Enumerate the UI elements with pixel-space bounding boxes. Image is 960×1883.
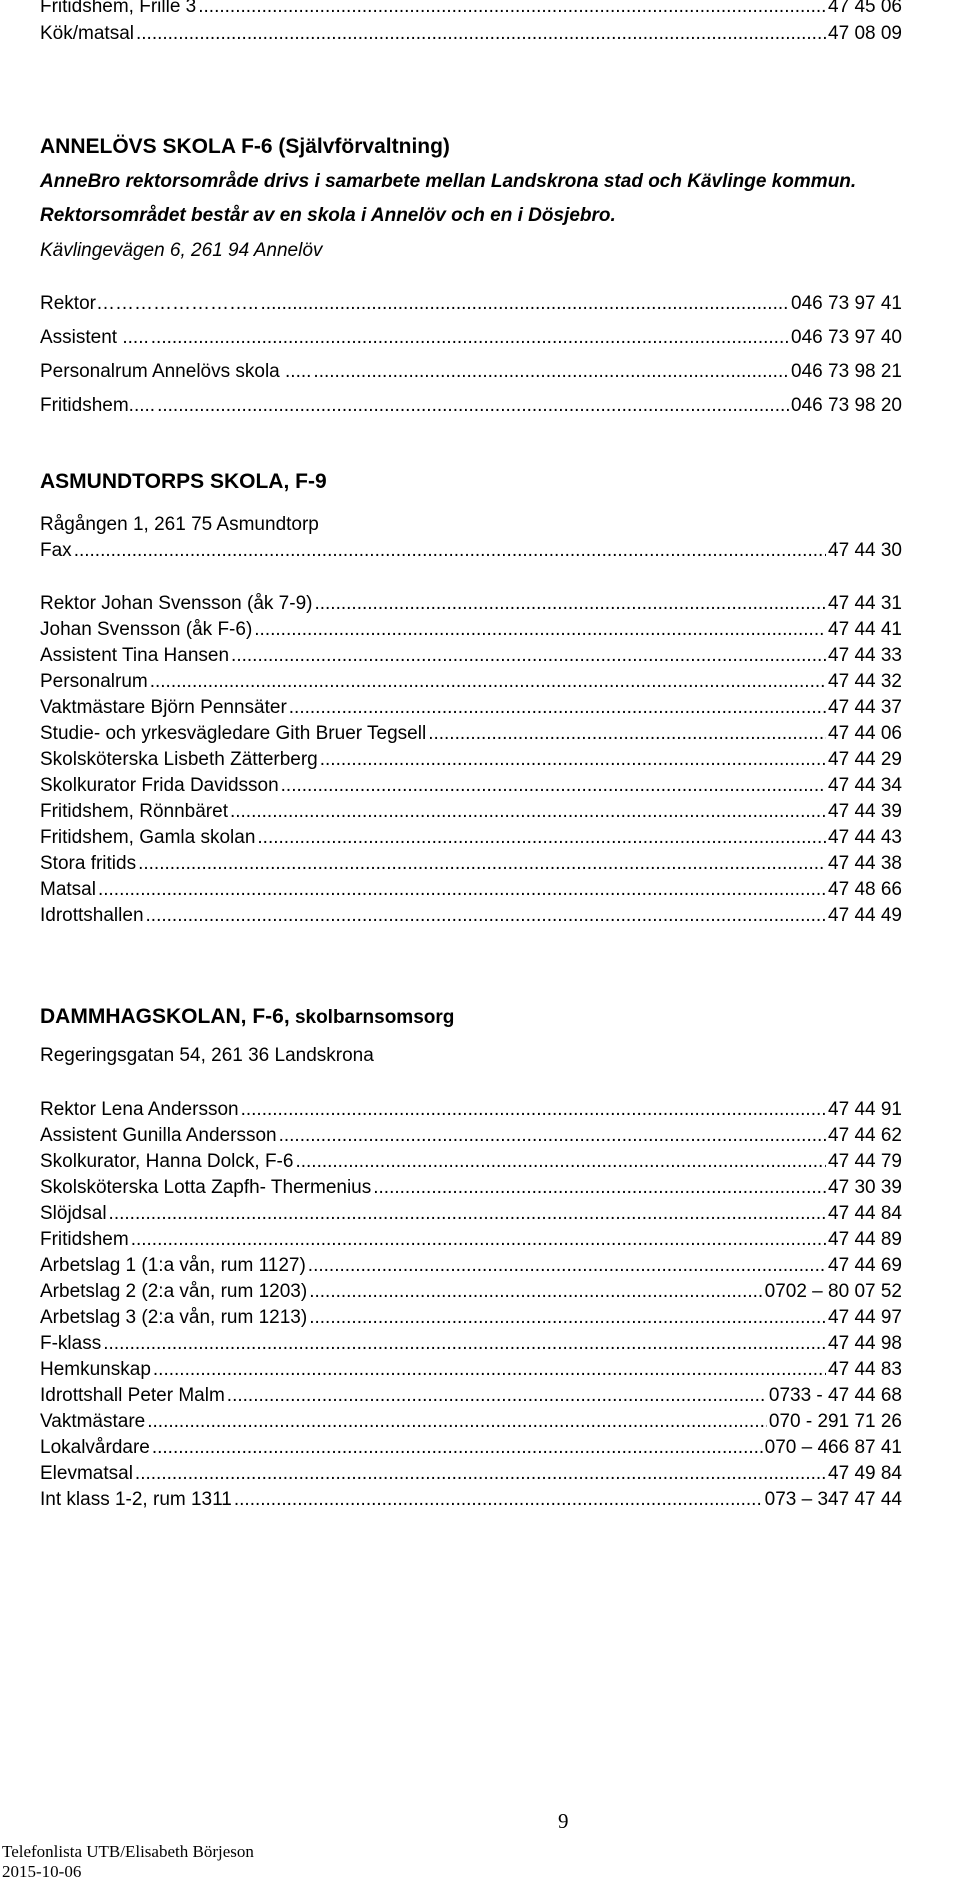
dot-leader	[254, 619, 826, 641]
entry-label: Hemkunskap	[40, 1359, 151, 1380]
list-item	[40, 1281, 902, 1303]
dot-leader	[98, 879, 826, 901]
list-item	[40, 327, 902, 349]
dot-leader	[151, 327, 789, 349]
dot-leader	[289, 697, 826, 719]
dot-leader	[227, 1385, 767, 1407]
entry-number: 47 44 38	[828, 853, 902, 874]
dot-leader	[147, 1411, 767, 1433]
entry-number: 046 73 97 40	[791, 327, 902, 348]
list-item	[40, 1255, 902, 1277]
list-item	[40, 1307, 902, 1329]
entry-label: Idrottshallen	[40, 905, 144, 926]
entry-number: 47 44 62	[828, 1125, 902, 1146]
list-item	[40, 879, 902, 901]
entry-number: 47 44 49	[828, 905, 902, 926]
entry-number: 47 44 98	[828, 1333, 902, 1354]
section-address: Kävlingevägen 6, 261 94 Annelöv	[40, 240, 323, 261]
entry-number: 47 44 83	[828, 1359, 902, 1380]
list-item	[40, 671, 902, 693]
dot-leader	[257, 827, 826, 849]
dot-leader	[74, 540, 826, 562]
list-item	[40, 293, 902, 315]
list-item	[40, 827, 902, 849]
section-address: Rågången 1, 261 75 Asmundtorp	[40, 514, 319, 535]
list-item	[40, 645, 902, 667]
entry-number: 046 73 97 41	[791, 293, 902, 314]
dot-leader	[313, 361, 789, 383]
entry-number: 47 44 37	[828, 697, 902, 718]
entry-label: Assistent Gunilla Andersson	[40, 1125, 277, 1146]
entry-label: Vaktmästare Björn Pennsäter	[40, 697, 287, 718]
entry-label: Fax	[40, 540, 72, 561]
entry-number: 47 44 06	[828, 723, 902, 744]
entry-number: 47 44 34	[828, 775, 902, 796]
entry-label: Personalrum Annelövs skola .....	[40, 361, 312, 382]
dot-leader	[153, 1359, 826, 1381]
dot-leader	[103, 1333, 826, 1355]
entry-label: Vaktmästare	[40, 1411, 146, 1432]
entry-number: 47 44 32	[828, 671, 902, 692]
entry-label: Skolkurator, Hanna Dolck, F-6	[40, 1151, 294, 1172]
section-note: Rektorsområdet består av en skola i Annelöv och en i Dösjebro.	[40, 205, 616, 226]
list-item	[40, 540, 902, 562]
section-title-asmundtorp: ASMUNDTORPS SKOLA, F-9	[40, 470, 327, 493]
dot-leader	[230, 801, 826, 823]
entry-number: 47 44 91	[828, 1099, 902, 1120]
dot-leader	[136, 23, 826, 45]
dot-leader	[428, 723, 826, 745]
entry-label: Skolsköterska Lotta Zapfh- Thermenius	[40, 1177, 372, 1198]
dot-leader	[308, 1255, 826, 1277]
entry-number: 47 44 29	[828, 749, 902, 770]
entry-label: Int klass 1-2, rum 1311	[40, 1489, 232, 1510]
section-title-dammhag	[40, 1006, 454, 1029]
dot-leader	[320, 749, 826, 771]
entry-label: Kök/matsal	[40, 23, 134, 44]
entry-number: 47 49 84	[828, 1463, 902, 1484]
entry-label: Elevmatsal	[40, 1463, 133, 1484]
list-item	[40, 1151, 902, 1173]
dot-leader	[131, 1229, 826, 1251]
dot-leader	[314, 593, 826, 615]
list-item	[40, 23, 902, 45]
dot-leader	[109, 1203, 826, 1225]
dot-leader	[261, 293, 790, 315]
entry-number: 47 44 84	[828, 1203, 902, 1224]
entry-number: 47 48 66	[828, 879, 902, 900]
entry-number: 070 - 291 71 26	[768, 1411, 902, 1432]
entry-label: Skolsköterska Lisbeth Zätterberg	[40, 749, 318, 770]
entry-number: 47 45 06	[828, 0, 902, 17]
entry-number: 046 73 98 21	[791, 361, 902, 382]
dot-leader	[373, 1177, 826, 1199]
entry-label: Rektor Lena Andersson	[40, 1099, 239, 1120]
dot-leader	[138, 853, 826, 875]
entry-label: Matsal	[40, 879, 96, 900]
dot-leader	[234, 1489, 763, 1511]
entry-label: Lokalvårdare	[40, 1437, 150, 1458]
dot-leader	[309, 1307, 826, 1329]
entry-label: Rektor……………………..	[40, 293, 259, 314]
dot-leader	[281, 775, 826, 797]
list-item	[40, 1333, 902, 1355]
list-item	[40, 1125, 902, 1147]
list-item	[40, 749, 902, 771]
list-item	[40, 697, 902, 719]
dot-leader	[279, 1125, 826, 1147]
entry-label: Arbetslag 3 (2:a vån, rum 1213)	[40, 1307, 308, 1328]
entry-number: 47 44 33	[828, 645, 902, 666]
entry-number: 47 30 39	[828, 1177, 902, 1198]
entry-label: Fritidshem.....	[40, 395, 156, 416]
entry-label: Fritidshem	[40, 1229, 129, 1250]
entry-number: 0733 - 47 44 68	[768, 1385, 902, 1406]
dot-leader	[309, 1281, 762, 1303]
list-item	[40, 775, 902, 797]
dot-leader	[152, 1437, 763, 1459]
list-item	[40, 1203, 902, 1225]
entry-label: Arbetslag 2 (2:a vån, rum 1203)	[40, 1281, 308, 1302]
entry-number: 47 44 89	[828, 1229, 902, 1250]
entry-number: 47 08 09	[828, 23, 902, 44]
entry-label: Skolkurator Frida Davidsson	[40, 775, 279, 796]
entry-number: 47 44 41	[828, 619, 902, 640]
footer-author: Telefonlista UTB/Elisabeth Börjeson	[2, 1842, 254, 1861]
list-item	[40, 593, 902, 615]
entry-label: Personalrum	[40, 671, 148, 692]
entry-label: Stora fritids	[40, 853, 137, 874]
footer-date: 2015-10-06	[2, 1862, 82, 1881]
list-item	[40, 1177, 902, 1199]
dot-leader	[146, 905, 827, 927]
section-title-annelov: ANNELÖVS SKOLA F-6 (Självförvaltning)	[40, 135, 450, 158]
list-item	[40, 395, 902, 417]
dot-leader	[135, 1463, 826, 1485]
list-item	[40, 0, 902, 18]
list-item	[40, 1099, 902, 1121]
entry-number: 47 44 39	[828, 801, 902, 822]
entry-number: 073 – 347 47 44	[764, 1489, 902, 1510]
dot-leader	[295, 1151, 826, 1173]
list-item	[40, 905, 902, 927]
entry-label: Slöjdsal	[40, 1203, 107, 1224]
page-number: 9	[558, 1809, 569, 1833]
list-item	[40, 801, 902, 823]
dot-leader	[198, 0, 826, 18]
entry-label: Rektor Johan Svensson (åk 7-9)	[40, 593, 313, 614]
entry-number: 0702 – 80 07 52	[764, 1281, 902, 1302]
entry-number: 47 44 97	[828, 1307, 902, 1328]
list-item	[40, 1385, 902, 1407]
entry-label: Arbetslag 1 (1:a vån, rum 1127)	[40, 1255, 306, 1276]
entry-label: Johan Svensson (åk F-6)	[40, 619, 253, 640]
list-item	[40, 853, 902, 875]
list-item	[40, 361, 902, 383]
entry-label: Fritidshem, Rönnbäret	[40, 801, 228, 822]
section-title-main: DAMMHAGSKOLAN, F-6,	[40, 1005, 290, 1028]
list-item	[40, 723, 902, 745]
list-item	[40, 1359, 902, 1381]
entry-label: F-klass	[40, 1333, 102, 1354]
entry-label: Studie- och yrkesvägledare Gith Bruer Tegsell	[40, 723, 427, 744]
entry-number: 47 44 31	[828, 593, 902, 614]
entry-label: Assistent Tina Hansen	[40, 645, 230, 666]
entry-label: Idrottshall Peter Malm	[40, 1385, 225, 1406]
dot-leader	[157, 395, 789, 417]
list-item	[40, 1463, 902, 1485]
dot-leader	[241, 1099, 826, 1121]
list-item	[40, 1411, 902, 1433]
list-item	[40, 619, 902, 641]
entry-number: 046 73 98 20	[791, 395, 902, 416]
list-item	[40, 1229, 902, 1251]
entry-number: 070 – 466 87 41	[764, 1437, 902, 1458]
entry-number: 47 44 30	[828, 540, 902, 561]
list-item	[40, 1437, 902, 1459]
entry-label: Fritidshem, Gamla skolan	[40, 827, 256, 848]
dot-leader	[150, 671, 826, 693]
entry-label: Assistent .....	[40, 327, 149, 348]
entry-number: 47 44 43	[828, 827, 902, 848]
entry-number: 47 44 69	[828, 1255, 902, 1276]
entry-label: Fritidshem, Frille 3	[40, 0, 197, 17]
list-item	[40, 1489, 902, 1511]
section-note: AnneBro rektorsområde drivs i samarbete mellan Landskrona stad och Kävlinge kommun.	[40, 171, 857, 192]
dot-leader	[231, 645, 826, 667]
section-address: Regeringsgatan 54, 261 36 Landskrona	[40, 1045, 374, 1066]
section-title-sub: skolbarnsomsorg	[294, 1007, 455, 1028]
entry-number: 47 44 79	[828, 1151, 902, 1172]
